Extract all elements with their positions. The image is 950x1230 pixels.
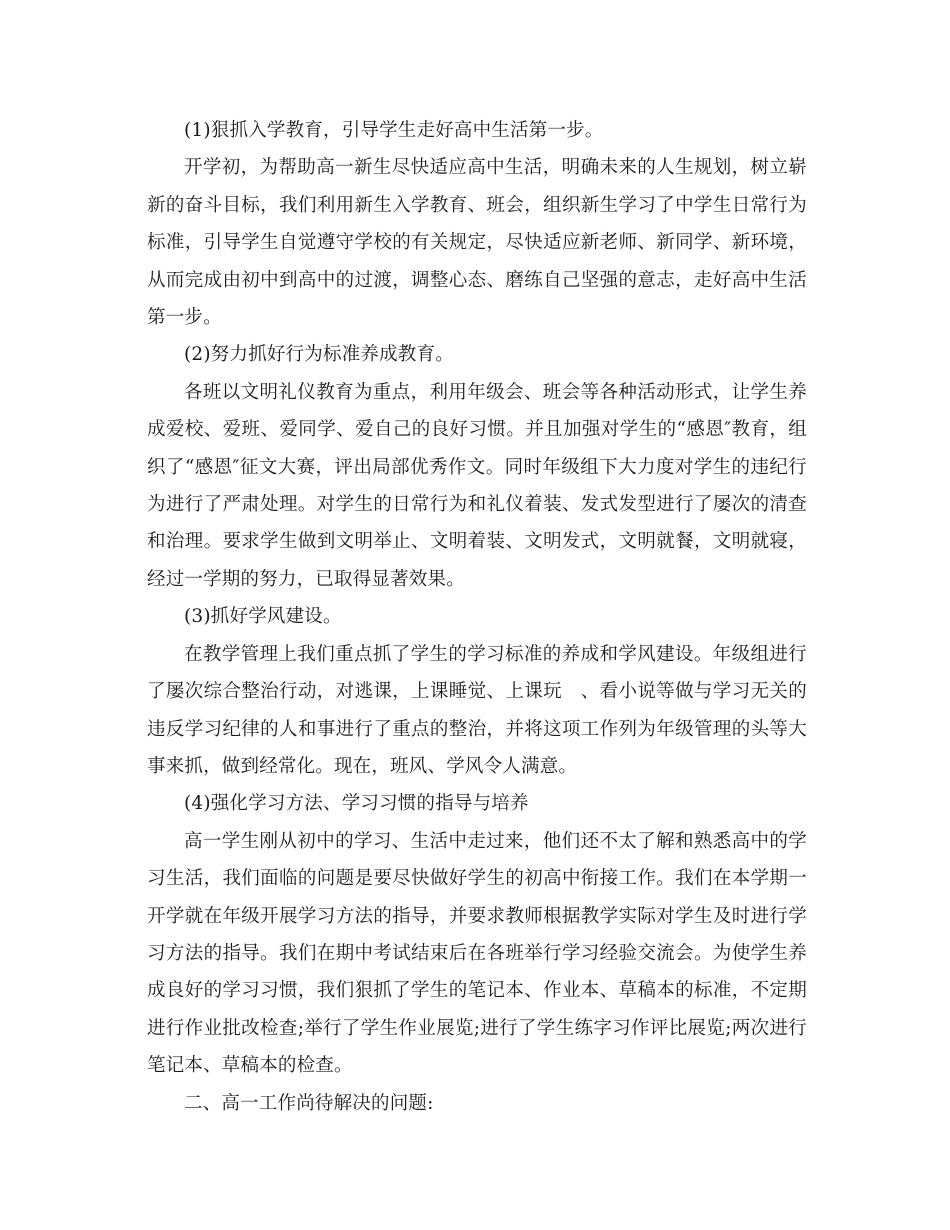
paragraph-enrollment-education: 开学初，为帮助高一新生尽快适应高中生活，明确未来的人生规划，树立崭新的奋斗目标，我们利用新生入学教育、班会，组织新生学习了中学生日常行为标准，引导学生自觉遵守学校的有关规定，尽快适应新老师、新同学、新环境，从而完成由初中到高中的过渡，调整心态、磨练自己坚强的意志，走好高中生活第一步。 bbox=[147, 157, 807, 329]
paragraph-study-methods: 高一学生刚从初中的学习、生活中走过来，他们还不太了解和熟悉高中的学习生活，我们面临的问题是要尽快做好学生的初高中衔接工作。我们在本学期一开学就在年级开展学习方法的指导，并要求教师根据教学实际对学生及时进行学习方法的指导。我们在期中考试结束后在各班举行学习经验交流会。为使学生养成良好的学习习惯，我们狠抓了学生的笔记本、作业本、草稿本的标准，不定期进行作业批改检查;举行了学生作业展览;进行了学生练字习作评比展览;两次进行笔记本、草稿本的检查。 bbox=[147, 830, 807, 1077]
paragraph-study-style: 在教学管理上我们重点抓了学生的学习标准的养成和学风建设。年级组进行了屡次综合整治行动，对逃课，上课睡觉、上课玩 、看小说等做与学习无关的违反学习纪律的人和事进行了重点的整治，并将这项工作列为年级管理的头等大事来抓，做到经常化。现在，班风、学风令人满意。 bbox=[147, 643, 807, 777]
paragraph-behavior-standards: 各班以文明礼仪教育为重点，利用年级会、班会等各种活动形式，让学生养成爱校、爱班、爱同学、爱自己的良好习惯。并且加强对学生的“感恩″教育，组织了“感恩″征文大赛，评出局部优秀作文。同时年级组下大力度对学生的违纪行为进行了严肃处理。对学生的日常行为和礼仪着装、发式发型进行了屡次的清查和治理。要求学生做到文明举止、文明着装、文明发式，文明就餐，文明就寝，经过一学期的努力，已取得显著效果。 bbox=[147, 381, 807, 590]
heading-study-style: (3)抓好学风建设。 bbox=[184, 606, 342, 628]
document-page bbox=[147, 112, 807, 1122]
heading-study-methods: (4)强化学习方法、学习习惯的指导与培养 bbox=[184, 793, 529, 815]
heading-behavior-standards: (2)努力抓好行为标准养成教育。 bbox=[184, 344, 454, 366]
section-heading-open-issues: 二、高一工作尚待解决的问题: bbox=[184, 1092, 434, 1114]
heading-enrollment-education: (1)狠抓入学教育，引导学生走好高中生活第一步。 bbox=[184, 120, 604, 141]
